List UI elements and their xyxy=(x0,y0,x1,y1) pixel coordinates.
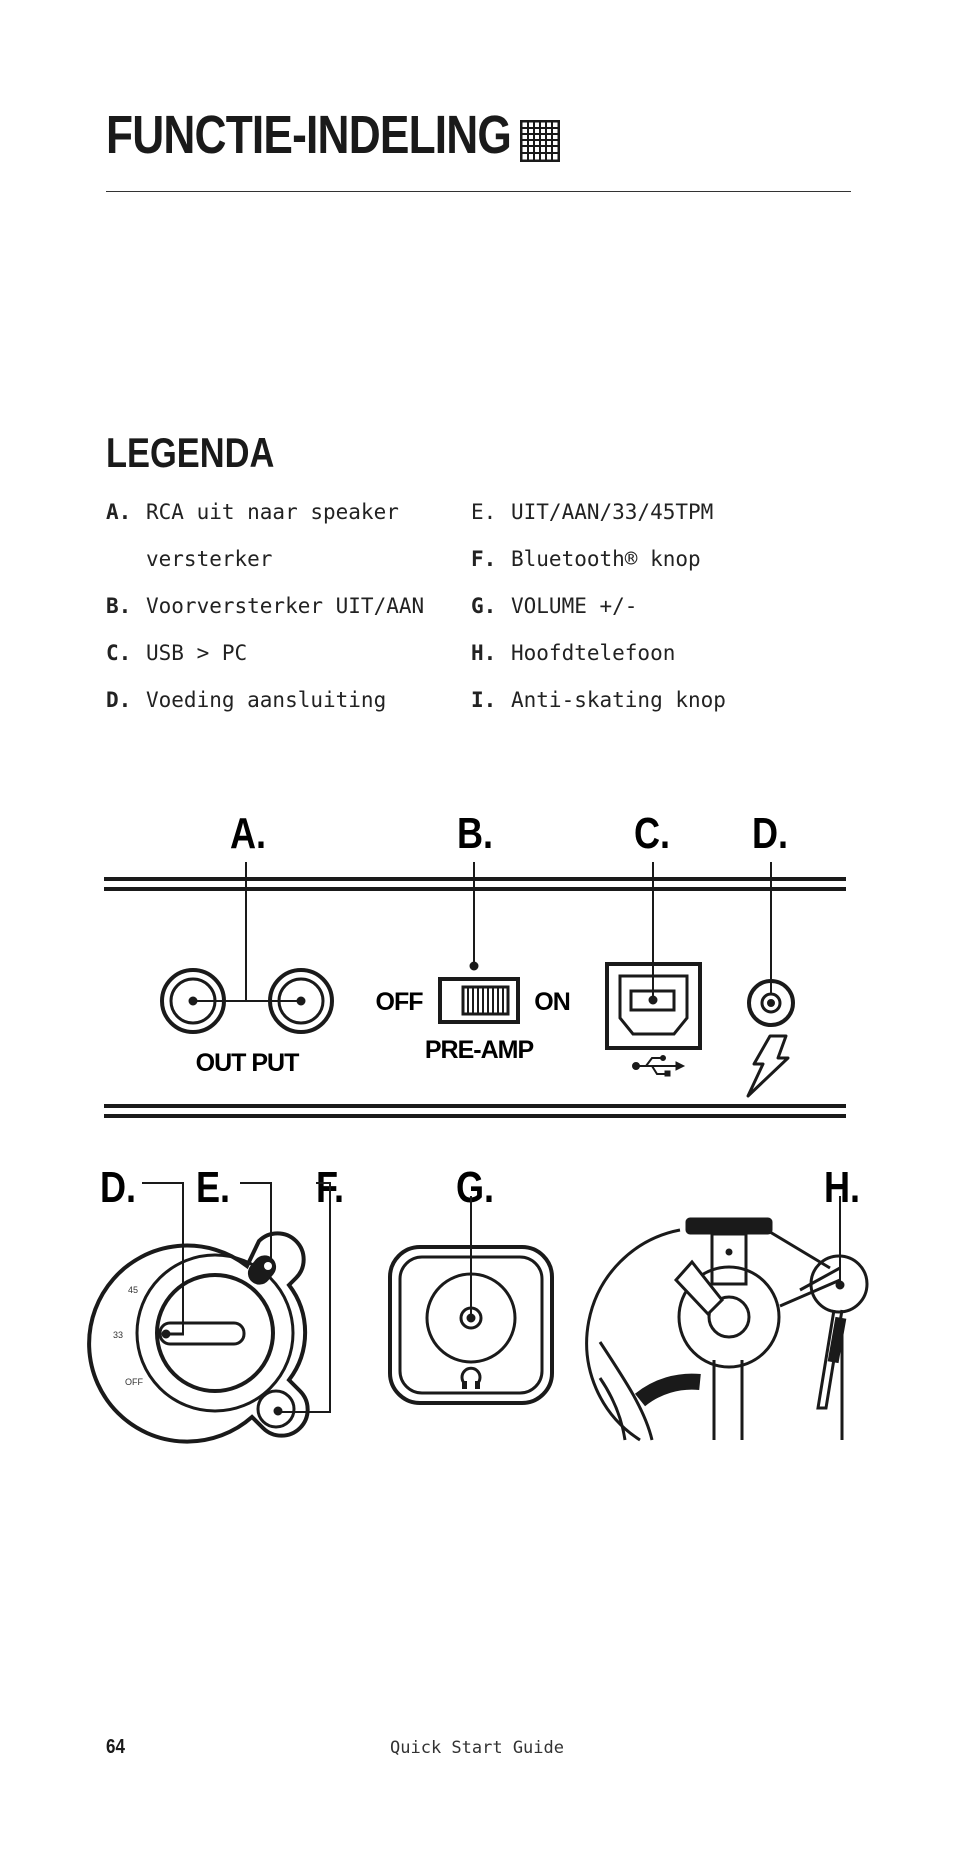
legend-text: Voeding aansluiting xyxy=(146,688,387,712)
legend-key: B. xyxy=(106,594,132,618)
tonearm-assembly xyxy=(587,1196,867,1440)
legend-text: versterker xyxy=(146,547,273,571)
callout-d: D. xyxy=(751,808,789,858)
legend-key: C. xyxy=(106,641,132,665)
footer-doc-title: Quick Start Guide xyxy=(390,1738,564,1758)
speed-knob xyxy=(89,1183,330,1442)
legend-key: F. xyxy=(471,547,497,571)
knob-mark-off: OFF xyxy=(125,1377,143,1387)
switch-off-label: OFF xyxy=(375,988,423,1016)
legend-text: Voorversterker UIT/AAN xyxy=(146,594,425,618)
legend-key: D. xyxy=(106,688,132,712)
legend-key: I. xyxy=(471,688,497,712)
callout-c: C. xyxy=(633,808,671,858)
legend-title: LEGENDA xyxy=(106,429,275,476)
callout-e: E. xyxy=(195,1162,231,1212)
legend-key: H. xyxy=(471,641,497,665)
page-number: 64 xyxy=(106,1736,125,1758)
legend-text: RCA uit naar speaker xyxy=(146,500,399,524)
page-title: FUNCTIE-INDELING xyxy=(106,105,512,165)
output-label: OUT PUT xyxy=(195,1049,299,1077)
legend-key: G. xyxy=(471,594,497,618)
power-jack xyxy=(749,862,793,1025)
legend-text: Anti-skating knop xyxy=(511,688,726,712)
callout-f: F. xyxy=(315,1162,345,1212)
legend-text: UIT/AAN/33/45TPM xyxy=(511,500,714,524)
knob-mark-45: 45 xyxy=(127,1285,139,1295)
switch-on-label: ON xyxy=(534,988,570,1016)
legend-text: USB > PC xyxy=(146,641,248,665)
headphone-symbol-cups xyxy=(462,1381,480,1389)
callout-g: G. xyxy=(455,1162,495,1212)
callout-h: H. xyxy=(823,1162,861,1212)
callout-d2: D. xyxy=(99,1162,137,1212)
legend-text: Hoofdtelefoon xyxy=(511,641,676,665)
usb-icon xyxy=(633,1056,685,1077)
preamp-label: PRE-AMP xyxy=(424,1036,534,1064)
legend-key: E. xyxy=(471,500,497,524)
preamp-switch xyxy=(440,862,518,1022)
lightning-icon xyxy=(748,1036,788,1096)
legend-text: VOLUME +/- xyxy=(511,594,638,618)
volume-knob xyxy=(390,1196,552,1403)
legend-key: A. xyxy=(106,500,132,524)
callout-a: A. xyxy=(229,808,267,858)
callout-b: B. xyxy=(456,808,494,858)
knob-mark-33: 33 xyxy=(112,1330,124,1340)
legend-text: Bluetooth® knop xyxy=(511,547,701,571)
